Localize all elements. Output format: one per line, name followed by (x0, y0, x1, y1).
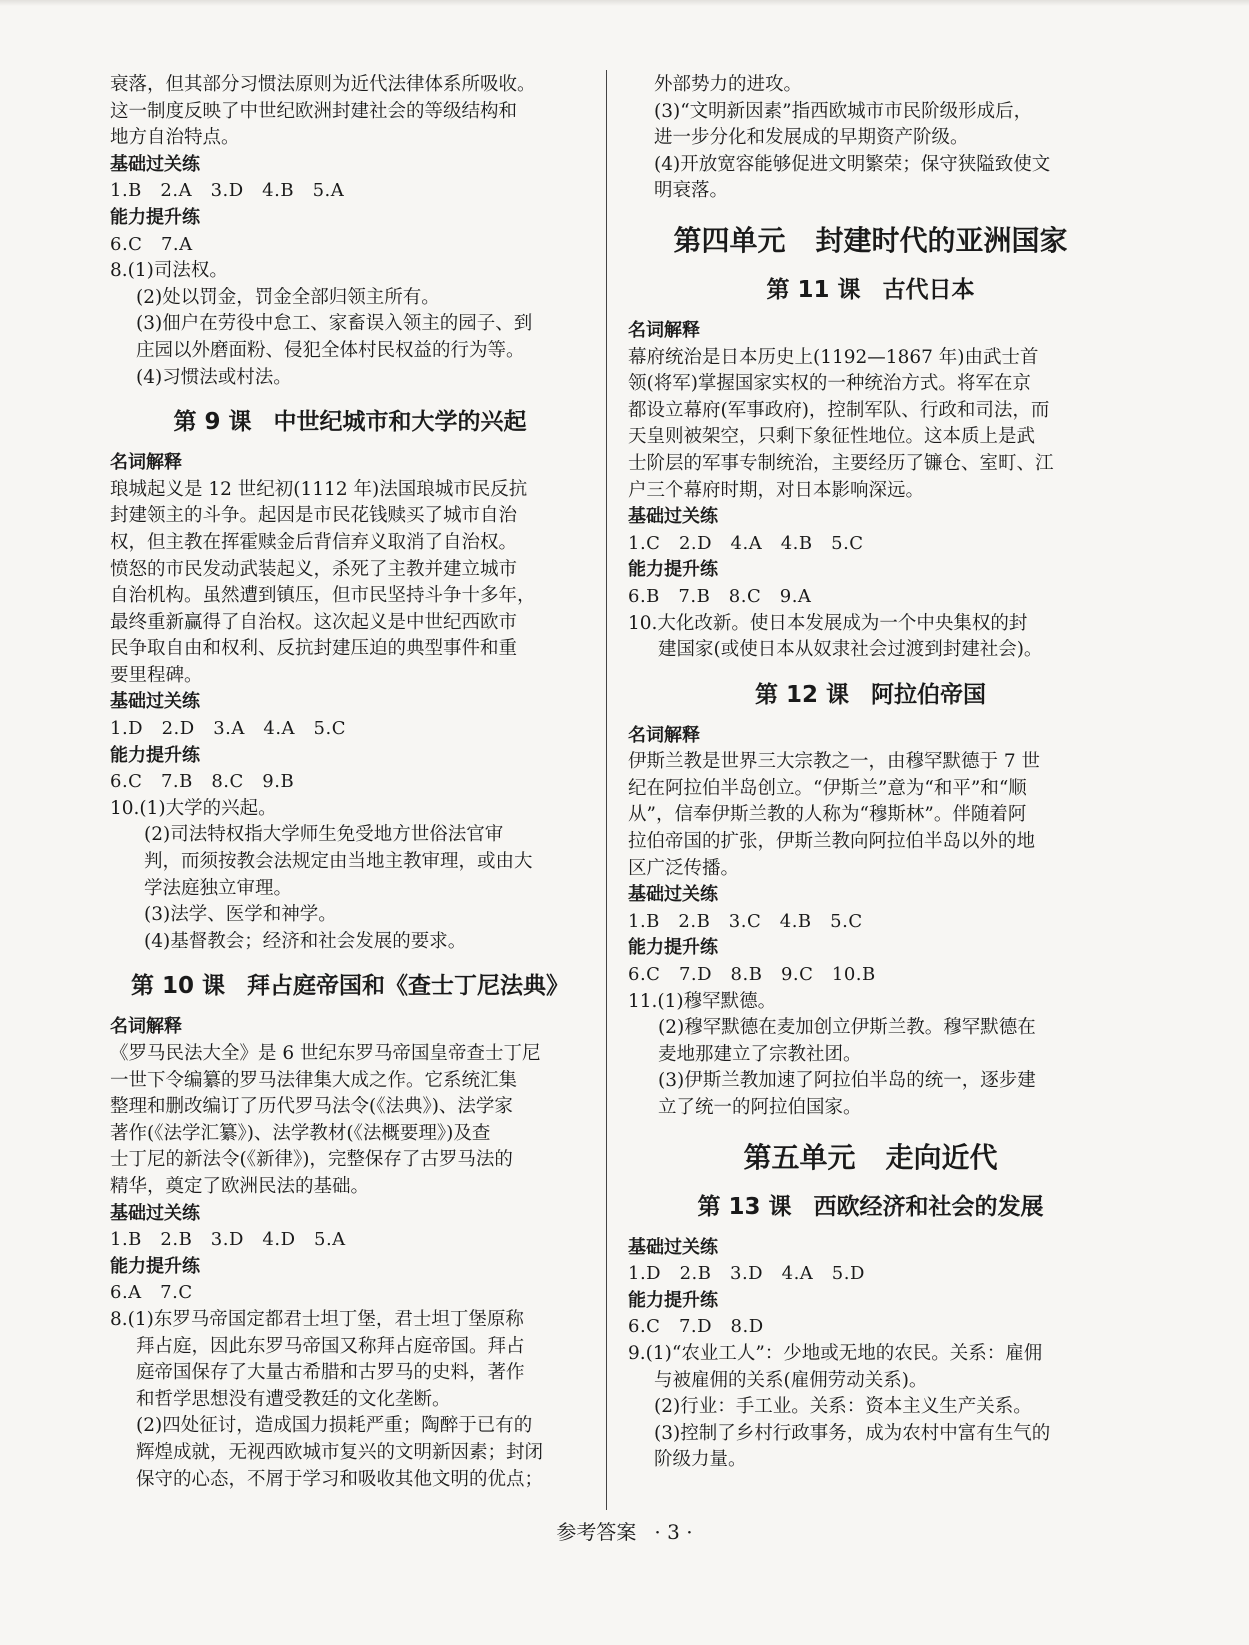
question-line: 建国家(或使日本从奴隶社会过渡到封建社会)。 (658, 639, 1043, 661)
section-label-term: 名词解释 (628, 724, 700, 746)
question-line: (4)基督教会；经济和社会发展的要求。 (144, 930, 467, 952)
section-label-basic: 基础过关练 (628, 506, 718, 528)
question-line: 庄园以外磨面粉、侵犯全体村民权益的行为等。 (136, 339, 525, 361)
answer-line: 6.C 7.A (110, 233, 193, 255)
scan-edge (0, 0, 1249, 6)
page-footer (0, 1516, 1249, 1545)
text-line: 地方自治特点。 (110, 127, 240, 149)
question-line: (2)司法特权指大学师生免受地方世俗法官审 (144, 824, 504, 846)
answer-line: 1.B 2.B 3.C 4.B 5.C (628, 910, 863, 932)
text-line: 自治机构。虽然遭到镇压，但市民坚持斗争十多年， (110, 585, 536, 607)
lesson-9-heading (110, 403, 590, 436)
unit-number: 第四单元 (673, 223, 786, 257)
text-line: 领(将军)掌握国家实权的一种统治方式。将军在京 (628, 373, 1031, 395)
section-label-basic: 基础过关练 (110, 153, 200, 175)
section-label-advanced: 能力提升练 (110, 744, 200, 766)
text-line: 士阶层的军事专制统治，主要经历了镰仓、室町、江 (628, 452, 1054, 474)
footer-label: 参考答案 (556, 1520, 637, 1544)
unit-number: 第五单元 (743, 1140, 856, 1174)
section-label-term: 名词解释 (110, 1016, 182, 1038)
unit-title: 封建时代的亚洲国家 (815, 223, 1068, 257)
lesson-11-heading (628, 271, 1113, 304)
section-label-advanced: 能力提升练 (628, 1289, 718, 1311)
text-line: 都设立幕府(军事政府)，控制军队、行政和司法，而 (628, 399, 1050, 421)
section-label-advanced: 能力提升练 (110, 1255, 200, 1277)
question-line: 9.(1)“农业工人”：少地或无地的农民。关系：雇佣 (628, 1342, 1043, 1364)
lesson-12-heading (628, 676, 1113, 709)
question-line: 立了统一的阿拉伯国家。 (658, 1097, 862, 1118)
section-label-advanced: 能力提升练 (628, 559, 718, 581)
page-number: · 3 · (654, 1520, 693, 1544)
lesson-13-heading (628, 1188, 1113, 1221)
question-line: 与被雇佣的关系(雇佣劳动关系)。 (654, 1369, 928, 1391)
answer-line: 1.B 2.B 3.D 4.D 5.A (110, 1229, 346, 1251)
text-line: 愤怒的市民发动武装起义，杀死了主教并建立城市 (110, 558, 518, 580)
section-label-term: 名词解释 (110, 452, 182, 474)
lesson-number: 第 13 课 (697, 1193, 792, 1220)
lesson-title: 阿拉伯帝国 (871, 681, 987, 708)
text-line: 纪在阿拉伯半岛创立。“伊斯兰”意为“和平”和“顺 (628, 777, 1027, 799)
section-label-advanced: 能力提升练 (628, 937, 718, 959)
lesson-title: 拜占庭帝国和《查士丁尼法典》 (247, 973, 570, 1000)
section-label-advanced: 能力提升练 (110, 206, 200, 228)
section-label-term: 名词解释 (628, 319, 700, 341)
lesson-title: 古代日本 (882, 276, 975, 303)
text-line: 最终重新赢得了自治权。这次起义是中世纪西欧市 (110, 611, 518, 633)
question-line: (2)四处征讨，造成国力损耗严重；陶醉于已有的 (136, 1415, 533, 1437)
text-line: 著作(《法学汇纂》)、法学教材(《法概要理》)及查 (110, 1122, 491, 1144)
answer-line: 1.C 2.D 4.A 4.B 5.C (628, 532, 864, 554)
question-line: (4)习惯法或村法。 (136, 366, 292, 388)
text-line: 民争取自由和权利、反抗封建压迫的典型事件和重 (110, 638, 518, 660)
text-line: 衰落，但其部分习惯法原则为近代法律体系所吸收。 (110, 74, 536, 95)
question-line: (2)穆罕默德在麦加创立伊斯兰教。穆罕默德在 (658, 1017, 1036, 1039)
text-line: 权，但主教在挥霍赎金后背信弃义取消了自治权。 (110, 531, 518, 553)
text-line: (3)“文明新因素”指西欧城市市民阶级形成后， (654, 100, 1033, 122)
unit-5-heading (628, 1136, 1113, 1176)
question-line: (3)伊斯兰教加速了阿拉伯半岛的统一，逐步建 (658, 1070, 1036, 1092)
question-line: 麦地那建立了宗教社团。 (658, 1043, 862, 1065)
answer-line: 1.D 2.D 3.A 4.A 5.C (110, 718, 347, 740)
right-column (628, 72, 1113, 1474)
text-line: (4)开放宽容能够促进文明繁荣；保守狭隘致使文 (654, 153, 1051, 175)
question-line: 阶级力量。 (654, 1449, 747, 1471)
intro-paragraph (110, 72, 590, 152)
text-line: 幕府统治是日本历史上(1192—1867 年)由武士首 (628, 346, 1039, 368)
text-line: 士丁尼的新法令(《新律》)，完整保存了古罗马法的 (110, 1149, 513, 1171)
question-line: (3)佃户在劳役中怠工、家畜误入领主的园子、到 (136, 313, 533, 335)
answer-line: 6.C 7.D 8.B 9.C 10.B (628, 964, 876, 986)
question-line: 10.大化改新。使日本发展成为一个中央集权的封 (628, 612, 1028, 634)
text-line: 外部势力的进攻。 (654, 74, 803, 95)
question-line: 11.(1)穆罕默德。 (628, 990, 777, 1012)
text-line: 《罗马民法大全》是 6 世纪东罗马帝国皇帝查士丁尼 (110, 1043, 541, 1064)
lesson-number: 第 12 课 (754, 681, 850, 708)
answer-line: 1.D 2.B 3.D 4.A 5.D (628, 1263, 865, 1285)
lesson-title: 西欧经济和社会的发展 (813, 1193, 1044, 1220)
lesson-10-heading (110, 967, 590, 1000)
lesson-number: 第 10 课 (130, 973, 226, 1000)
answer-line: 6.B 7.B 8.C 9.A (628, 585, 812, 607)
text-line: 要里程碑。 (110, 664, 203, 686)
text-line: 伊斯兰教是世界三大宗教之一，由穆罕默德于 7 世 (628, 751, 1041, 773)
question-line: 8.(1)东罗马帝国定都君士坦丁堡，君士坦丁堡原称 (110, 1308, 524, 1330)
question-line: 判，而须按教会法规定由当地主教审理，或由大 (144, 851, 533, 873)
column-divider (606, 70, 607, 1510)
text-line: 封建领主的斗争。起因是市民花钱赎买了城市自治 (110, 505, 518, 527)
lesson-title: 中世纪城市和大学的兴起 (273, 409, 527, 436)
question-line: 和哲学思想没有遭受教廷的文化垄断。 (136, 1388, 451, 1410)
answer-line: 6.C 7.B 8.C 9.B (110, 771, 295, 793)
text-line: 拉伯帝国的扩张，伊斯兰教向阿拉伯半岛以外的地 (628, 831, 1036, 853)
text-line: 明衰落。 (654, 180, 729, 202)
section-label-basic: 基础过关练 (110, 1202, 200, 1224)
section-label-basic: 基础过关练 (628, 1236, 718, 1258)
question-line: 拜占庭，因此东罗马帝国又称拜占庭帝国。拜占 (136, 1335, 525, 1357)
text-line: 户三个幕府时期，对日本影响深远。 (628, 479, 925, 501)
unit-title: 走向近代 (885, 1140, 998, 1174)
question-line: 10.(1)大学的兴起。 (110, 797, 277, 819)
question-line: (2)处以罚金，罚金全部归领主所有。 (136, 286, 440, 308)
question-line: 辉煌成就，无视西欧城市复兴的文明新因素；封闭 (136, 1441, 544, 1463)
text-line: 从”，信奉伊斯兰教的人称为“穆斯林”。伴随着阿 (628, 804, 1027, 826)
text-line: 整理和删改编订了历代罗马法令(《法典》)、法学家 (110, 1096, 513, 1118)
section-label-basic: 基础过关练 (110, 691, 200, 713)
text-line: 天皇则被架空，只剩下象征性地位。这本质上是武 (628, 426, 1036, 448)
question-line: (3)法学、医学和神学。 (144, 904, 337, 926)
left-column (110, 72, 590, 1493)
text-line: 这一制度反映了中世纪欧洲封建社会的等级结构和 (110, 100, 518, 122)
answer-line: 6.A 7.C (110, 1282, 193, 1304)
question-line: 庭帝国保存了大量古希腊和古罗马的史料，著作 (136, 1362, 525, 1384)
text-line: 琅城起义是 12 世纪初(1112 年)法国琅城市民反抗 (110, 478, 528, 500)
text-line: 一世下令编纂的罗马法律集大成之作。它系统汇集 (110, 1069, 518, 1091)
lesson-number: 第 9 课 (173, 409, 252, 436)
answer-line: 1.B 2.A 3.D 4.B 5.A (110, 180, 345, 202)
question-line: 保守的心态，不屑于学习和吸收其他文明的优点； (136, 1468, 544, 1490)
question-line: 学法庭独立审理。 (144, 877, 293, 899)
text-line: 进一步分化和发展成的早期资产阶级。 (654, 127, 969, 149)
text-line: 区广泛传播。 (628, 857, 740, 879)
answer-line: 6.C 7.D 8.D (628, 1316, 764, 1338)
section-label-basic: 基础过关练 (628, 884, 718, 906)
question-line: (2)行业：手工业。关系：资本主义生产关系。 (654, 1396, 1032, 1418)
question-line: (3)控制了乡村行政事务，成为农村中富有生气的 (654, 1422, 1051, 1444)
lesson-number: 第 11 课 (766, 276, 861, 303)
question-line: 8.(1)司法权。 (110, 260, 228, 282)
text-line: 精华，奠定了欧洲民法的基础。 (110, 1175, 370, 1197)
unit-4-heading (628, 219, 1113, 259)
